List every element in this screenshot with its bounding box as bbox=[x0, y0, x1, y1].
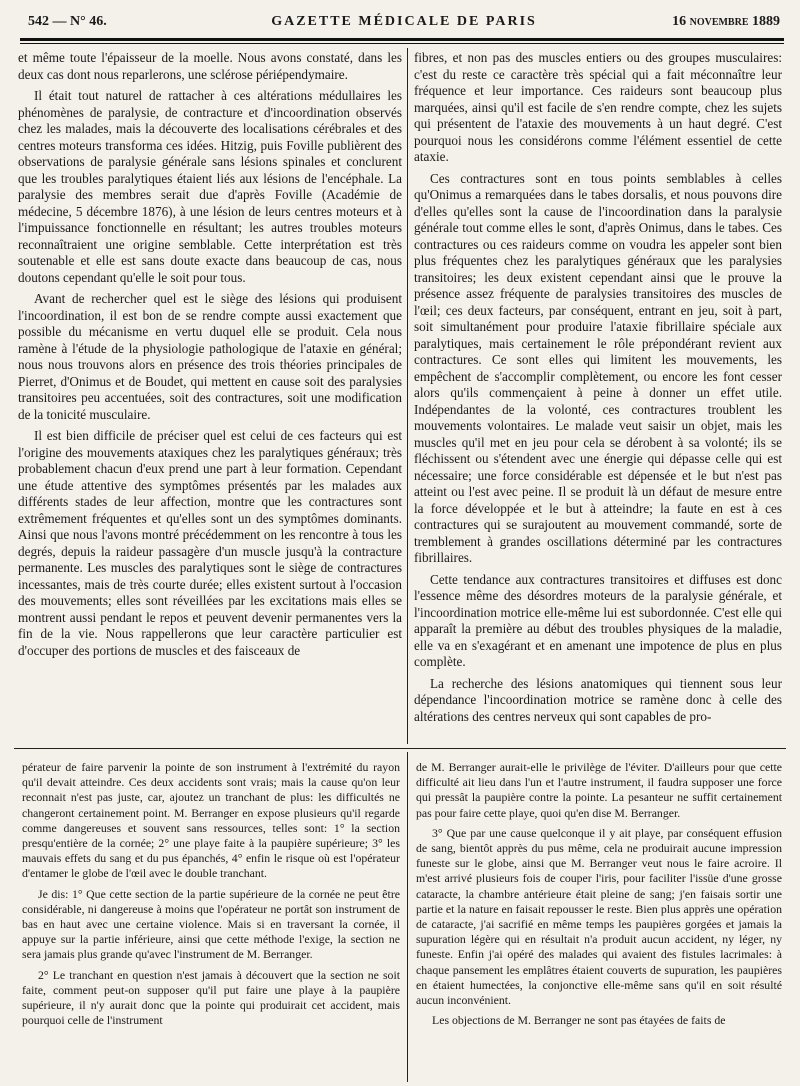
paragraph: 2° Le tranchant en question n'est jamais à découvert que la section ne soit faite, comment peut-on supposer qu'il put faire une playe à la paupière supérieure, il n'y aurait donc que la pointe qui produirait cet accident, mais pourquoi celle de l'instrument bbox=[22, 967, 400, 1028]
header-rule-thin bbox=[20, 43, 784, 44]
paragraph: Ces contractures sont en tous points semblables à celles qu'Onimus a remarquées dans le tabes dorsalis, et nous pouvons dire d'elles qu'elles sont la cause de l'incoordination dans la paralysie générale tout comme elles le sont, d'après Onimus, dans le tabes. Ces contractures ou ces raideurs comme on voudra les appeler sont bien plus fréquentes chez les paralytiques généraux que les paralysies transitoires; les deux existent cependant ainsi que le prouve la présence assez fréquente de paralysies transitoires des muscles de l'œil; ces deux facteurs, par conséquent, entrant en jeu, soit à part, soit simultanément pour produire l'ataxie fibrillaire spéciale aux paralytiques, mais certainement le rôle prépondérant revient aux contractures. Ce sont elles qui limitent les mouvements, les empêchent de s'accomplir complètement, ou encore les font cesser alors qu'ils commençaient à peine à donner un effet utile. Indépendantes de la volonté, ces contractures troublent les mouvements volontaires. Le malade veut saisir un objet, mais les muscles qu'il met en jeu pour cela se dérobent à sa volonté; ils se fléchissent ou s'étendent avec une énergie qui dépasse celle qui est nécessaire; une force considérable est dépensée et le but n'est pas atteint ou l'est avec peine. Il se produit là un défaut de mesure entre la force développée et le but à atteindre; la faute en est à ces contractures qui se surajoutent au mouvement commandé, sorte de tremblement à grandes oscillations déterminé par les contractures fibrillaires. bbox=[414, 170, 782, 565]
paragraph: fibres, et non pas des muscles entiers ou des groupes musculaires: c'est du reste ce caractère très spécial qui a fait méconnaître leur fréquence et leur importance. Ces raideurs sont beaucoup plus marquées, ainsi qu'il est facile de s'en rendre compte, chez les sujets qui présentent de l'ataxie des mouvements à un haut degré. C'est pourquoi nous les considérons comme l'élément essentiel de cette ataxie. bbox=[414, 50, 782, 164]
paragraph: Il était tout naturel de rattacher à ces altérations médullaires les phénomènes de paralysie, de contracture et d'incoordination observés chez les malades, mais la découverte des localisations cérébrales et des centres moteurs transforma ces idées. Hitzig, puis Foville publièrent des observations de paralysie générale sans lésions spinales et conclurent que les troubles paralytiques étaient liés aux lésions de l'encéphale. La paralysie des membres serait due d'après Foville (Académie de médecine, 5 décembre 1876), à une lésion de leurs centres moteurs et à l'impuissance fonctionnelle en résultant; les autres troubles moteurs reconnaîtraient une origine semblable. Cette interprétation est très soutenable et elle est sans doute exacte dans beaucoup de cas, nous doutons cependant qu'elle le soit pour tous. bbox=[18, 88, 402, 285]
paragraph: Les objections de M. Berranger ne sont pas étayées de faits de bbox=[432, 1013, 726, 1028]
page-header bbox=[28, 10, 780, 36]
paragraph: Il est bien difficile de préciser quel est celui de ces facteurs qui est l'origine des mouvements ataxiques chez les paralytiques généraux; très probablement chacun d'eux prend une part à leur formation. Cependant une étude attentive des symptômes présentés par les malades aux différents stades de leur affection, montre que les contractures sont extrêmement fréquentes et qu'elles sont un des symptômes dominants. Ainsi que nous l'avons montré précédemment on les rencontre à tous les degrés, depuis la raideur passagère d'un muscle jusqu'à la contracture permanente. Les muscles des paralytiques sont le siège de contractures incessantes, mais de très courte durée; elles existent surtout à l'occasion des mouvements; elles sont réveillées par les excitations mais elles se montrent aussi pendant le repos et peuvent devenir permanentes vers la fin de la vie. Nous rappellerons que leur caractère particulier est d'occuper des portions de muscles et des faisceaux de bbox=[18, 428, 402, 658]
paragraph: Je dis: 1° Que cette section de la partie supérieure de la cornée ne peut être considérable, ni dangereuse à moins que l'opérateur ne portât son instrument de bas en haut avec une certaine violence. Mais si en traversant la cornée, il appuye sur la partie inférieure, ainsi que cette méthode l'exige, la section ne sera jamais plus grande qu'avec l'instrument de M. Berranger. bbox=[22, 886, 400, 962]
paragraph: La recherche des lésions anatomiques qui tiennent sous leur dépendance l'incoordination motrice se ramène donc à celle des altérations des centres nerveux qui sont capables de pro- bbox=[414, 675, 782, 724]
column-divider bbox=[407, 752, 408, 1082]
bottom-left-column bbox=[22, 760, 400, 1082]
paragraph: et même toute l'épaisseur de la moelle. Nous avons constaté, dans les deux cas dont nous reparlerons, une sclérose périépendymaire. bbox=[18, 50, 402, 82]
journal-title: GAZETTE MÉDICALE DE PARIS bbox=[271, 14, 537, 29]
paragraph: de M. Berranger aurait-elle le privilège de l'éviter. D'ailleurs pour que cette difficulté ait lieu dans l'un et l'autre instrument, il faudra supposer une force qui pressât la paupière contre la pointe. La pesanteur ne suffit certainement pas pour faire cette playe, quoi qu'en dise M. Berranger. bbox=[416, 760, 782, 820]
issue-date: 16 novembre 1889 bbox=[672, 14, 780, 29]
paragraph: 3° Que par une cause quelconque il y ait playe, par conséquent effusion de sang, bientôt apprès du pus même, cela ne produirait aucune impression funeste sur le globe, ainsi que M. Berranger veut nous le faire acroire. Il m'est arrivé plusieurs fois de couper l'iris, pour faciliter l'issüe d'une grosse cataracte, la chambre antérieure était pleine de sang; j'en faisais sortir une partie et la nature en faisait repousser le reste. Bien plus apprès une opération de cataracte, j'ai sacrifié en même temps les paupières gorgées et jamais la supuration légère qui en résultait n'a produit aucun accident, ny léger, ny funeste. Enfin j'ai opéré des malades qui avaient des fistules lacrimales: à chaque pansement les emplâtres étaient couverts de supuration, les paupières en étaient humectées, la conjonctive elle-même sans qu'il en soit résulté aucun inconvénient. bbox=[416, 825, 782, 1008]
bottom-right-column bbox=[416, 760, 782, 1082]
column-divider bbox=[407, 48, 408, 744]
section-divider bbox=[14, 748, 786, 749]
top-left-column bbox=[18, 50, 402, 738]
top-right-column bbox=[414, 50, 782, 738]
paragraph: pérateur de faire parvenir la pointe de son instrument à l'extrémité du rayon qu'il devait atteindre. Ces deux accidents sont vrais; mais la cause qu'on leur reconnait n'est pas juste, car, ajoutez un tranchant de plus: les difficultés ne changeront certainement point. M. Berranger en expose plusieurs qu'il regarde comme dangereuses et souvent sans ressources, telles sont: 1° la section presqu'entière de la cornée; 2° une playe faite à la paupière supérieure; 3° les mauvais effets du sang et du pus épanchés, 4° enfin le risque où est l'opérateur d'entamer le globe de l'œil avec le double tranchant. bbox=[22, 760, 400, 881]
header-rule-thick bbox=[20, 38, 784, 41]
page-number: 542 — N° 46. bbox=[28, 14, 107, 29]
paragraph: Avant de rechercher quel est le siège des lésions qui produisent l'incoordination, il est bon de se rendre compte aussi exactement que possible du mécanisme en vertu duquel elle se produit. Cela nous ramène à l'étude de la physiologie pathologique de l'ataxie en général; nous nous trouvons alors en présence des trois théories principales de Pierret, d'Onimus et de Boudet, qui mettent en cause soit des paralysies transitoires peu accentuées, soit des contractures, soit une modification de la tonicité musculaire. bbox=[18, 291, 402, 422]
paragraph: Cette tendance aux contractures transitoires et diffuses est donc l'essence même des désordres moteurs de la paralysie générale, et l'incoordination motrice elle-même lui est subordonnée. C'est elle qui apparaît la première au début des troubles physiques de la maladie, elle va en s'exagérant et en amenant une impotence de plus en plus complète. bbox=[414, 571, 782, 669]
